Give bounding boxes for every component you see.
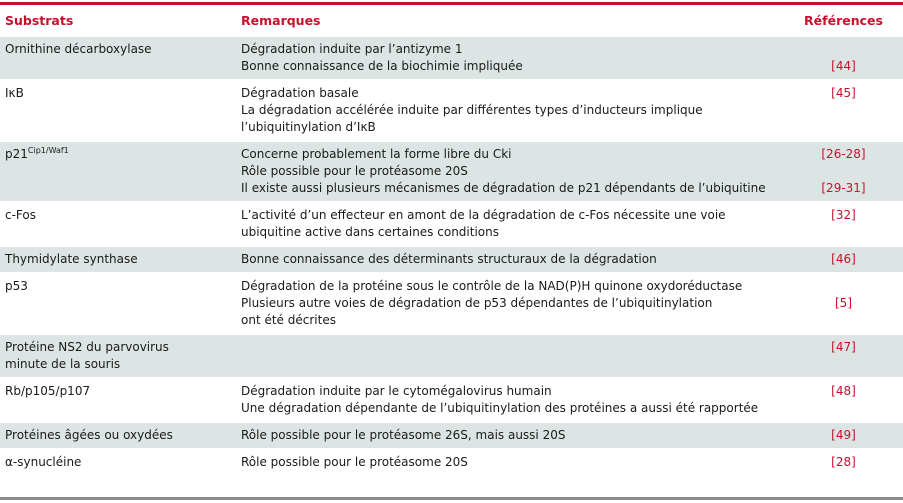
reference: [47] — [831, 340, 856, 354]
substrat-name: Ornithine décarboxylase — [5, 42, 152, 56]
table-row — [0, 246, 903, 273]
remarque-line: Rôle possible pour le protéasome 20S — [241, 455, 468, 469]
remarques-cell — [236, 36, 784, 80]
reference: [45] — [831, 86, 856, 100]
substrat-cell — [0, 449, 236, 475]
substrat-name: IκB — [5, 86, 24, 100]
remarque-line: Dégradation de la protéine sous le contrôle de la NAD(P)H quinone oxydoréductase — [241, 279, 743, 293]
remarques-cell — [236, 246, 784, 273]
reference: [26-28] — [821, 147, 866, 161]
remarques-cell — [236, 141, 784, 202]
header-references: Références — [804, 12, 883, 28]
substrat-cell — [0, 422, 236, 449]
remarque-line: ubiquitine active dans certaines conditions — [241, 225, 499, 239]
substrat-cell — [0, 273, 236, 334]
reference: [44] — [831, 59, 856, 73]
substrat-name: α-synucléine — [5, 455, 82, 469]
reference-cell — [784, 202, 903, 246]
reference: [29-31] — [821, 181, 866, 195]
remarques-cell — [236, 378, 784, 422]
substrat-cell — [0, 202, 236, 246]
reference-cell — [784, 141, 903, 202]
substrates-table — [0, 5, 903, 475]
bottom-rule — [0, 497, 903, 500]
table-row — [0, 273, 903, 334]
substrat-name: Protéine NS2 du parvovirus — [5, 340, 169, 354]
reference: [46] — [831, 252, 856, 266]
substrat-cell — [0, 378, 236, 422]
remarque-line: Bonne connaissance des déterminants structuraux de la dégradation — [241, 252, 657, 266]
table-row — [0, 80, 903, 141]
reference: [5] — [835, 296, 852, 310]
remarque-line: Dégradation basale — [241, 86, 359, 100]
remarque-line: Concerne probablement la forme libre du Cki — [241, 147, 512, 161]
header-row — [0, 5, 903, 36]
reference-cell — [784, 80, 903, 141]
table-row — [0, 334, 903, 378]
table-row — [0, 202, 903, 246]
reference-cell — [784, 334, 903, 378]
reference-cell — [784, 378, 903, 422]
table-row — [0, 449, 903, 475]
header-substrats: Substrats — [5, 12, 74, 28]
substrat-cell — [0, 246, 236, 273]
table-row — [0, 422, 903, 449]
remarques-cell — [236, 273, 784, 334]
remarque-line: Dégradation induite par le cytomégalovirus humain — [241, 384, 552, 398]
substrat-name: Protéines âgées ou oxydées — [5, 428, 173, 442]
remarque-line: Rôle possible pour le protéasome 20S — [241, 164, 468, 178]
remarque-line: Dégradation induite par l’antizyme 1 — [241, 42, 463, 56]
remarques-cell — [236, 422, 784, 449]
remarques-cell — [236, 334, 784, 378]
substrat-name: $p21^{Cip1/Waf1}$ — [5, 146, 69, 161]
remarque-line: Plusieurs autre voies de dégradation de p53 dépendantes de l’ubiquitinylation — [241, 296, 713, 310]
substrat-cell — [0, 141, 236, 202]
substrat-name: p53 — [5, 279, 28, 293]
remarque-line: La dégradation accélérée induite par différentes types d’inducteurs implique — [241, 103, 703, 117]
reference: [32] — [831, 208, 856, 222]
remarque-line: Une dégradation dépendante de l’ubiquitinylation des protéines a aussi été rapportée — [241, 401, 759, 415]
reference-cell — [784, 449, 903, 475]
remarques-cell — [236, 202, 784, 246]
superscript: Cip1/Waf1 — [27, 146, 69, 155]
remarque-line: l’ubiquitinylation d’IκB — [241, 120, 376, 134]
remarque-line: ont été décrites — [241, 313, 336, 327]
substrat-name: minute de la souris — [5, 357, 121, 371]
remarque-line: Rôle possible pour le protéasome 26S, mais aussi 20S — [241, 428, 566, 442]
table-row — [0, 36, 903, 80]
substrat-name: c-Fos — [5, 208, 36, 222]
substrat-name: Rb/p105/p107 — [5, 384, 91, 398]
substrat-cell — [0, 334, 236, 378]
reference-cell — [784, 273, 903, 334]
reference-cell — [784, 246, 903, 273]
remarque-line: L’activité d’un effecteur en amont de la dégradation de c-Fos nécessite une voie — [241, 208, 726, 222]
remarques-cell — [236, 80, 784, 141]
remarque-line: Bonne connaissance de la biochimie impliquée — [241, 59, 523, 73]
remarque-line: Il existe aussi plusieurs mécanismes de dégradation de p21 dépendants de l’ubiquitine — [241, 181, 766, 195]
reference-cell — [784, 36, 903, 80]
substrat-cell — [0, 36, 236, 80]
table-row — [0, 378, 903, 422]
substrat-cell — [0, 80, 236, 141]
reference: [48] — [831, 384, 856, 398]
reference: [49] — [831, 428, 856, 442]
header-remarques: Remarques — [241, 12, 321, 28]
reference: [28] — [831, 455, 856, 469]
reference-cell — [784, 422, 903, 449]
table-row — [0, 141, 903, 202]
substrat-name: Thymidylate synthase — [5, 252, 138, 266]
remarques-cell — [236, 449, 784, 475]
